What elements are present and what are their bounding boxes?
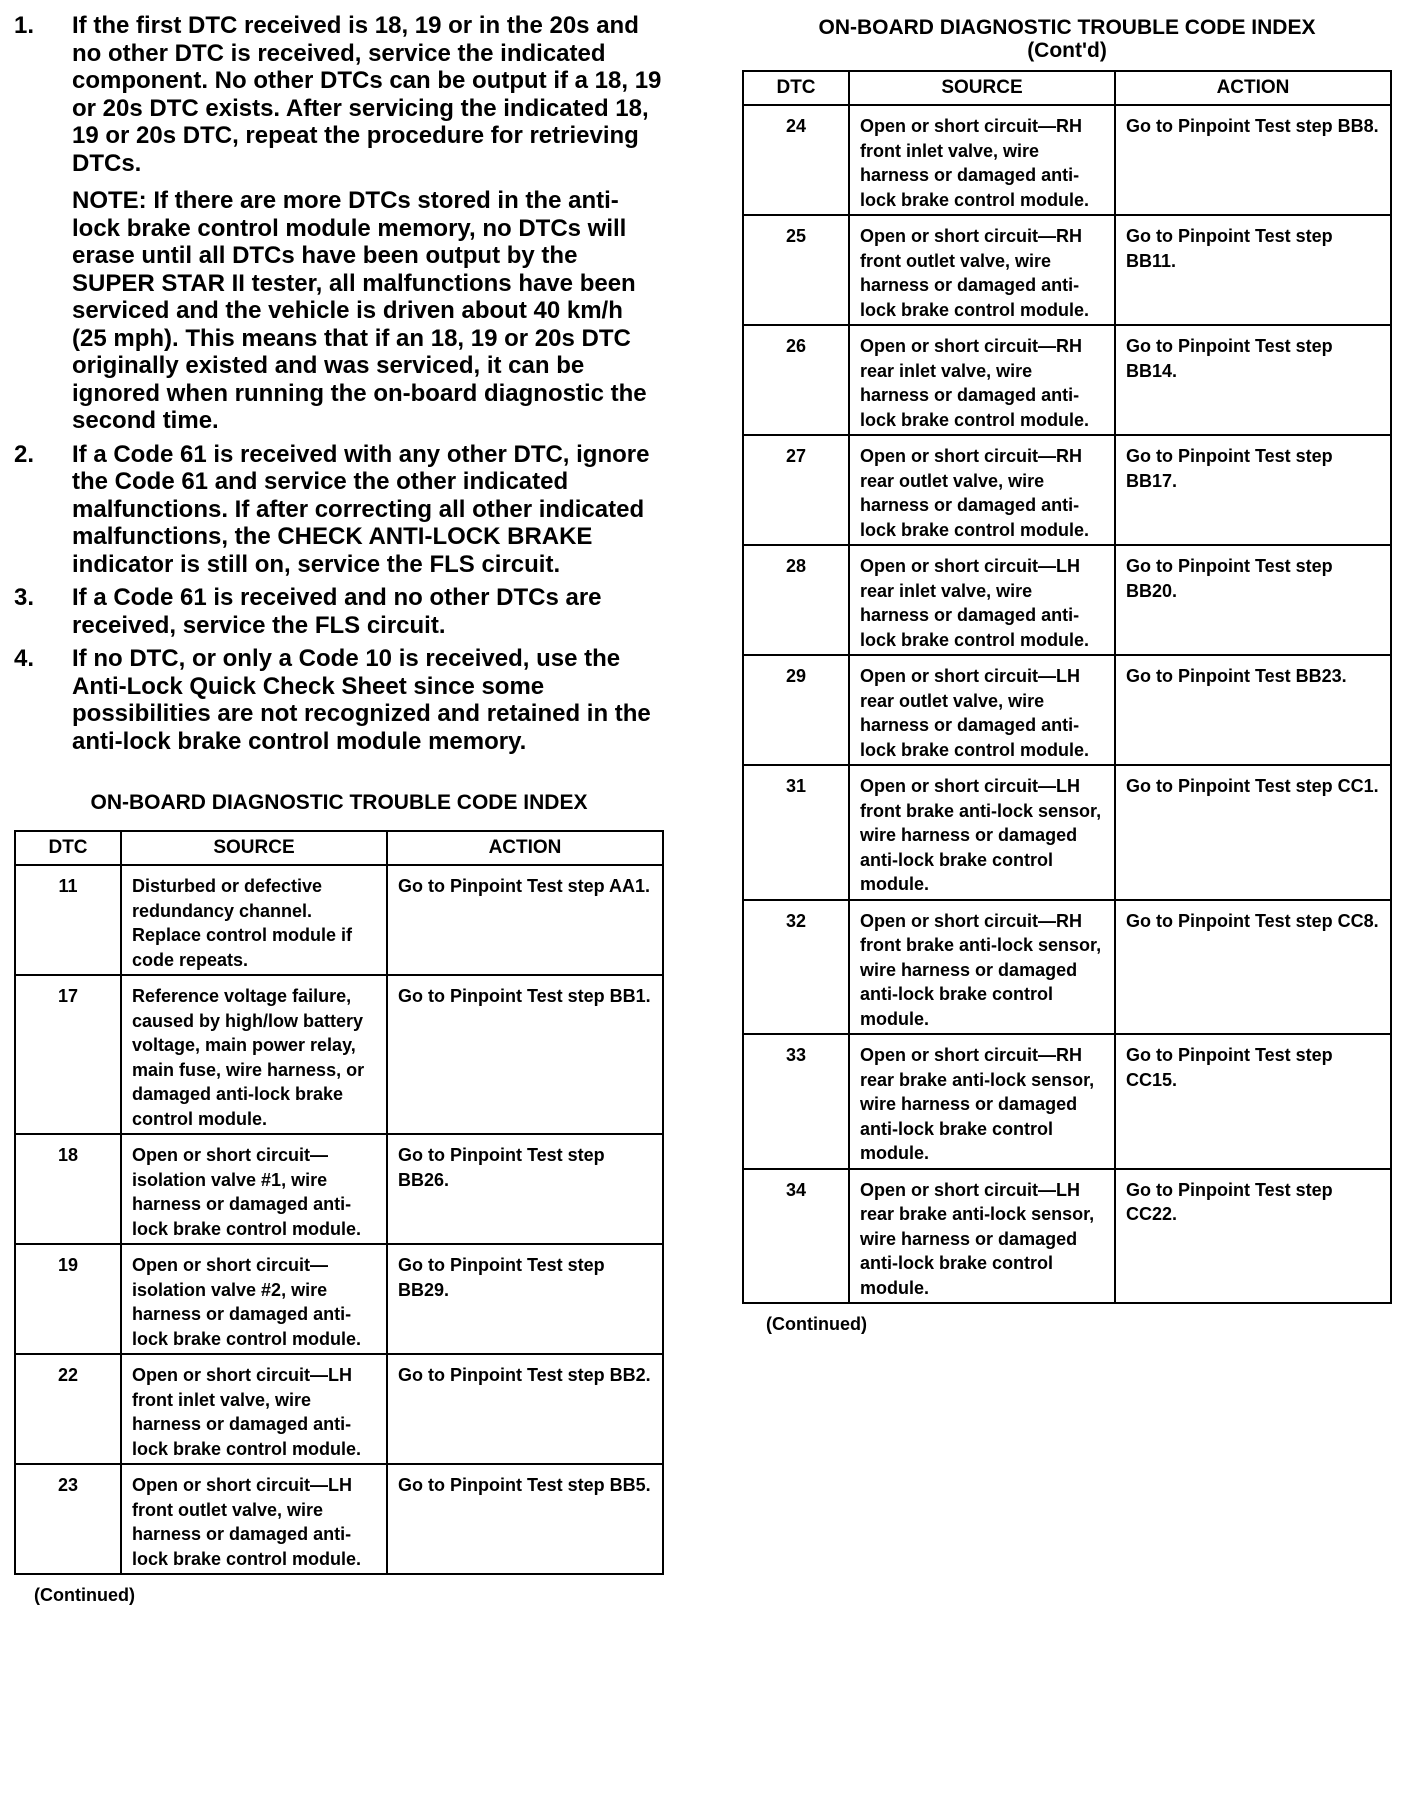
source-cell: Open or short circuit—LH front inlet valve, wire harness or damaged anti-lock brake control module. <box>121 1354 387 1464</box>
action-column-header: ACTION <box>1115 71 1391 105</box>
item-number: 1. <box>14 12 35 39</box>
list-item <box>14 12 664 435</box>
dtc-code: 34 <box>743 1169 849 1304</box>
dtc-code: 17 <box>15 975 121 1134</box>
dtc-code: 33 <box>743 1034 849 1169</box>
dtc-code: 23 <box>15 1464 121 1574</box>
table-header-row <box>15 831 663 865</box>
left-column <box>14 12 664 1606</box>
table-row <box>15 1354 663 1464</box>
table-subtitle: (Cont'd) <box>1027 39 1107 62</box>
source-cell: Open or short circuit—LH front outlet valve, wire harness or damaged anti-lock brake control module. <box>121 1464 387 1574</box>
item-note: NOTE: If there are more DTCs stored in the anti-lock brake control module memory, no DTCs will erase until all DTCs have been output by the SUPER STAR II tester, all malfunctions have been serviced and the vehicle is driven about 40 km/h (25 mph). This means that if an 18, 19 or 20s DTC originally existed and was serviced, it can be ignored when running the on-board diagnostic the second time. <box>72 187 647 434</box>
item-text: If the first DTC received is 18, 19 or in the 20s and no other DTC is received, service the indicated component. No other DTCs can be output if a 18, 19 or 20s DTC exists. After servicing the indicated 18, 19 or 20s DTC, repeat the procedure for retrieving DTCs. <box>72 12 662 177</box>
dtc-code: 11 <box>15 865 121 975</box>
item-body <box>72 12 664 435</box>
action-cell: Go to Pinpoint Test step CC1. <box>1115 765 1391 900</box>
dtc-code: 24 <box>743 105 849 215</box>
action-cell: Go to Pinpoint Test step BB11. <box>1115 215 1391 325</box>
source-cell: Open or short circuit—RH rear outlet valve, wire harness or damaged anti-lock brake control module. <box>849 435 1115 545</box>
table-row <box>743 765 1391 900</box>
continued-note: (Continued) <box>34 1585 135 1605</box>
dtc-code: 31 <box>743 765 849 900</box>
dtc-column-header: DTC <box>15 831 121 865</box>
table-row <box>15 975 663 1134</box>
action-cell: Go to Pinpoint Test step CC15. <box>1115 1034 1391 1169</box>
source-cell: Open or short circuit—LH rear outlet valve, wire harness or damaged anti-lock brake control module. <box>849 655 1115 765</box>
action-cell: Go to Pinpoint Test step BB5. <box>387 1464 663 1574</box>
action-column-header: ACTION <box>387 831 663 865</box>
source-cell: Open or short circuit—isolation valve #1, wire harness or damaged anti-lock brake control module. <box>121 1134 387 1244</box>
item-number: 3. <box>14 584 35 611</box>
action-cell: Go to Pinpoint Test step AA1. <box>387 865 663 975</box>
dtc-code: 26 <box>743 325 849 435</box>
action-cell: Go to Pinpoint Test step BB1. <box>387 975 663 1134</box>
action-cell: Go to Pinpoint Test step BB29. <box>387 1244 663 1354</box>
source-cell: Disturbed or defective redundancy channel. Replace control module if code repeats. <box>121 865 387 975</box>
dtc-code: 28 <box>743 545 849 655</box>
table-header-row <box>743 71 1391 105</box>
action-cell: Go to Pinpoint Test step BB17. <box>1115 435 1391 545</box>
table-row <box>15 1464 663 1574</box>
action-cell: Go to Pinpoint Test step BB20. <box>1115 545 1391 655</box>
table-row <box>743 900 1391 1035</box>
table-row <box>743 545 1391 655</box>
dtc-code: 18 <box>15 1134 121 1244</box>
table-row <box>743 655 1391 765</box>
action-cell: Go to Pinpoint Test step BB8. <box>1115 105 1391 215</box>
item-text: If no DTC, or only a Code 10 is received, use the Anti-Lock Quick Check Sheet since some possibilities are not recognized and retained in the anti-lock brake control module memory. <box>72 645 651 755</box>
table-row <box>15 1244 663 1354</box>
dtc-code: 19 <box>15 1244 121 1354</box>
table-title: ON-BOARD DIAGNOSTIC TROUBLE CODE INDEX <box>90 791 588 814</box>
source-cell: Open or short circuit—RH front brake anti-lock sensor, wire harness or damaged anti-lock brake control module. <box>849 900 1115 1035</box>
action-cell: Go to Pinpoint Test step BB26. <box>387 1134 663 1244</box>
dtc-code: 27 <box>743 435 849 545</box>
source-cell: Reference voltage failure, caused by high/low battery voltage, main power relay, main fuse, wire harness, or damaged anti-lock brake control module. <box>121 975 387 1134</box>
action-cell: Go to Pinpoint Test step BB2. <box>387 1354 663 1464</box>
table-row <box>743 1169 1391 1304</box>
source-cell: Open or short circuit—RH front outlet valve, wire harness or damaged anti-lock brake control module. <box>849 215 1115 325</box>
item-number: 4. <box>14 645 35 672</box>
item-text: If a Code 61 is received and no other DTCs are received, service the FLS circuit. <box>72 584 602 639</box>
item-text: If a Code 61 is received with any other DTC, ignore the Code 61 and service the other indicated malfunctions. If after correcting all other indicated malfunctions, the CHECK ANTI-LOCK BRAKE indicator is still on, service the FLS circuit. <box>72 440 650 578</box>
source-cell: Open or short circuit—RH front inlet valve, wire harness or damaged anti-lock brake control module. <box>849 105 1115 215</box>
item-body <box>72 645 664 755</box>
table-row <box>743 105 1391 215</box>
list-item <box>14 584 664 639</box>
list-item <box>14 441 664 579</box>
source-cell: Open or short circuit—RH rear brake anti-lock sensor, wire harness or damaged anti-lock brake control module. <box>849 1034 1115 1169</box>
item-body <box>72 584 664 639</box>
source-column-header: SOURCE <box>849 71 1115 105</box>
dtc-code: 22 <box>15 1354 121 1464</box>
action-cell: Go to Pinpoint Test BB23. <box>1115 655 1391 765</box>
dtc-code: 25 <box>743 215 849 325</box>
table-row <box>743 1034 1391 1169</box>
continued-note: (Continued) <box>766 1314 867 1334</box>
action-cell: Go to Pinpoint Test step CC8. <box>1115 900 1391 1035</box>
source-cell: Open or short circuit—RH rear inlet valve, wire harness or damaged anti-lock brake control module. <box>849 325 1115 435</box>
table-row <box>15 865 663 975</box>
source-cell: Open or short circuit—LH rear inlet valve, wire harness or damaged anti-lock brake control module. <box>849 545 1115 655</box>
dtc-code: 32 <box>743 900 849 1035</box>
dtc-column-header: DTC <box>743 71 849 105</box>
dtc-index-table <box>14 830 664 1575</box>
source-cell: Open or short circuit—LH rear brake anti-lock sensor, wire harness or damaged anti-lock brake control module. <box>849 1169 1115 1304</box>
table-row <box>743 215 1391 325</box>
action-cell: Go to Pinpoint Test step CC22. <box>1115 1169 1391 1304</box>
dtc-code: 29 <box>743 655 849 765</box>
right-column <box>742 16 1392 1335</box>
source-cell: Open or short circuit—isolation valve #2, wire harness or damaged anti-lock brake control module. <box>121 1244 387 1354</box>
action-cell: Go to Pinpoint Test step BB14. <box>1115 325 1391 435</box>
table-title: ON-BOARD DIAGNOSTIC TROUBLE CODE INDEX <box>818 16 1316 39</box>
source-column-header: SOURCE <box>121 831 387 865</box>
dtc-index-table-continued <box>742 70 1392 1304</box>
table-row <box>743 325 1391 435</box>
source-cell: Open or short circuit—LH front brake anti-lock sensor, wire harness or damaged anti-lock brake control module. <box>849 765 1115 900</box>
table-row <box>15 1134 663 1244</box>
procedure-list <box>14 12 664 755</box>
item-body <box>72 441 664 579</box>
list-item <box>14 645 664 755</box>
item-number: 2. <box>14 440 35 468</box>
table-row <box>743 435 1391 545</box>
